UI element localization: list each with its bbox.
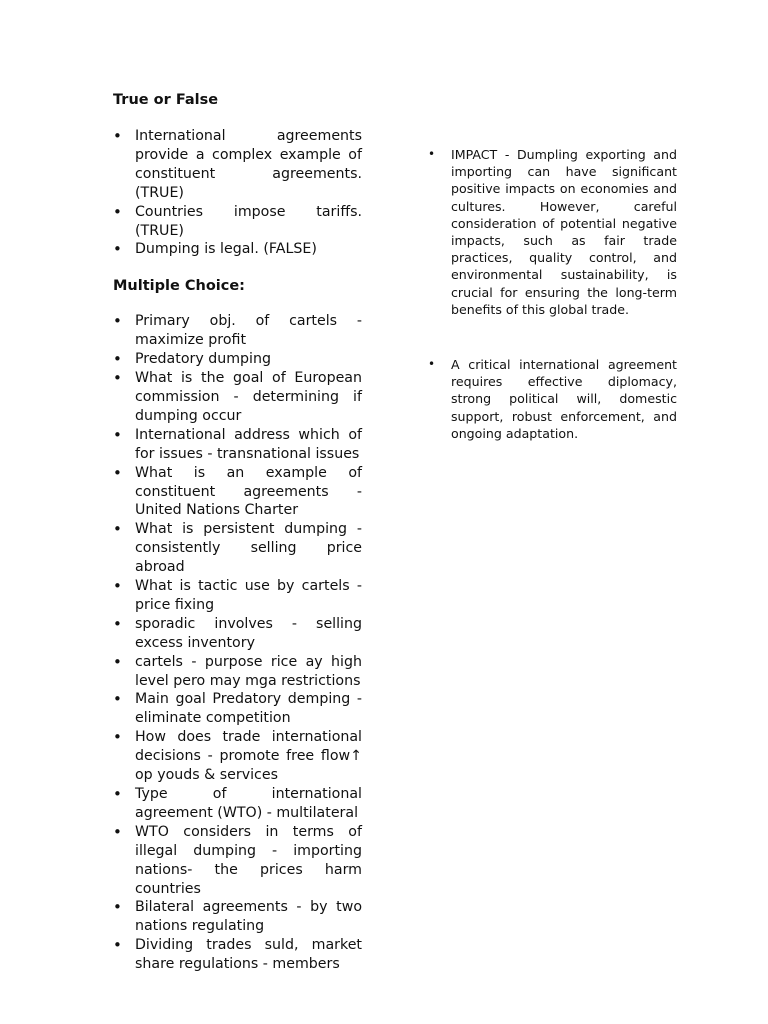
list-item: • sporadic involves - selling excess inventory [113,615,362,653]
list-item: • Countries impose tariffs. (TRUE) [113,203,362,241]
right-column [428,146,677,442]
list-item: • International agreements provide a complex example of constituent agreements. (TRUE) [113,127,362,203]
list-item: • Type of international agreement (WTO) - multilateral [113,785,362,823]
list-item: • What is an example of constituent agreements - United Nations Charter [113,464,362,521]
list-item: • What is persistent dumping - consistently selling price abroad [113,520,362,577]
list-item: • WTO considers in terms of illegal dumping - importing nations- the prices harm countries [113,823,362,899]
list-item: • International address which of for issues - transnational issues [113,426,362,464]
multiple-choice-heading: Multiple Choice: [113,278,245,295]
list-item: • Main goal Predatory demping - eliminate competition [113,690,362,728]
list-item: • Predatory dumping [113,350,362,369]
notes-list [428,146,677,442]
list-item: • What is tactic use by cartels - price fixing [113,577,362,615]
list-item: • Primary obj. of cartels - maximize profit [113,312,362,350]
agreement-note: • A critical international agreement requires effective diplomacy, strong political will, domestic support, robust enforcement, and ongoing adaptation. [428,356,677,442]
list-item: • Bilateral agreements - by two nations regulating [113,898,362,936]
left-column [113,90,362,974]
multiple-choice-list [113,312,362,974]
impact-note: • IMPACT - Dumpling exporting and importing can have significant positive impacts on economies and cultures. However, careful consideration of potential negative impacts, such as fair trade practices, quality control, and environmental sustainability, is crucial for ensuring the long-term benefits of this global trade. [428,146,677,318]
list-item: • How does trade international decisions - promote free flow↑ op youds & services [113,728,362,785]
list-item: • cartels - purpose rice ay high level pero may mga restrictions [113,653,362,691]
list-item: • Dividing trades suld, market share regulations - members [113,936,362,974]
list-item: • Dumping is legal. (FALSE) [113,240,362,259]
list-item: • What is the goal of European commission - determining if dumping occur [113,369,362,426]
true-false-heading: True or False [113,92,219,108]
true-false-list [113,127,362,259]
